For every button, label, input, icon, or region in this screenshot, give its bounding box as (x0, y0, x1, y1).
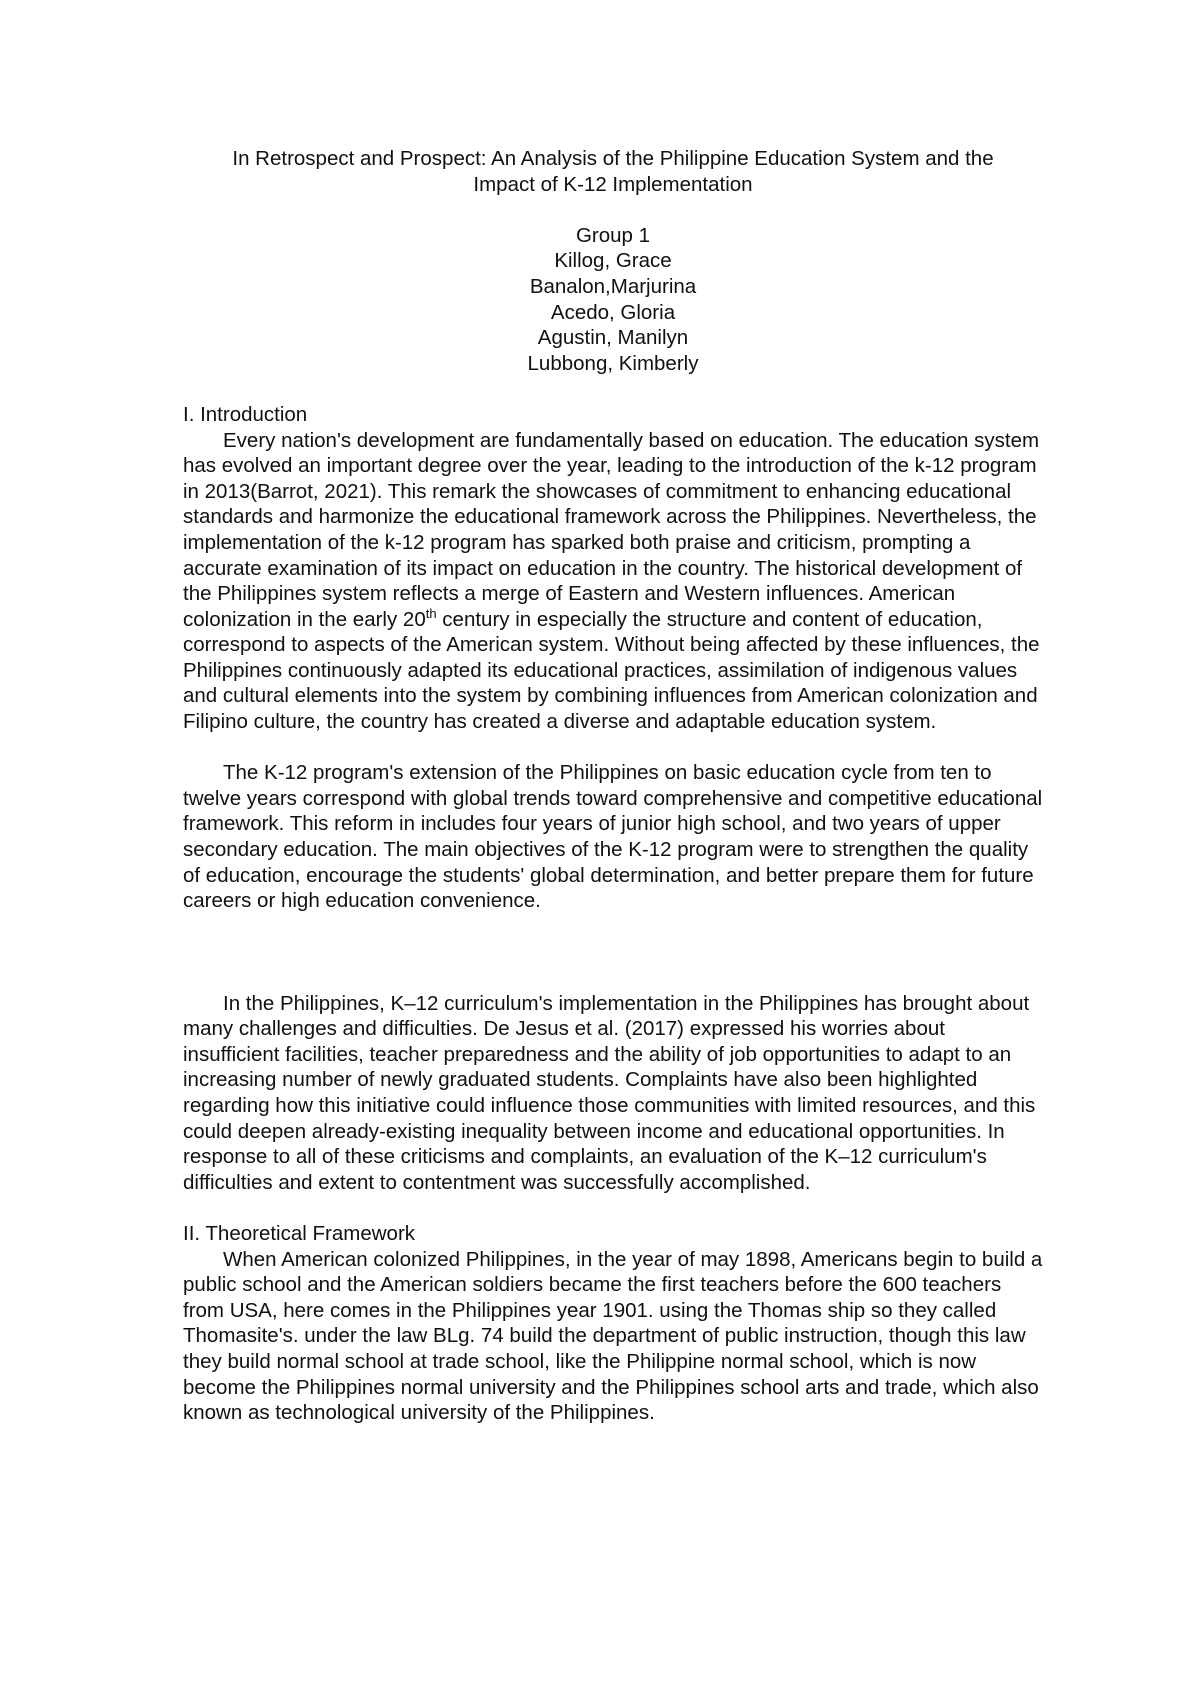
intro-paragraph-1-text-a: Every nation's development are fundamentally based on education. The education system has evolved an important degree over the year, leading to the introduction of the k-12 program in 2013(Barrot, 2021). This remark the showcases of commitment to enhancing educational standards and harmonize the educational framework across the Philippines. Nevertheless, the implementation of the k-12 program has sparked both praise and criticism, prompting a accurate examination of its impact on education in the country. The historical development of the Philippines system reflects a merge of Eastern and Western influences. American colonization in the early 20 (183, 428, 1040, 631)
author-name: Acedo, Gloria (550, 300, 676, 324)
author-block (183, 223, 1043, 377)
section-heading-theoretical-framework: II. Theoretical Framework (183, 1221, 416, 1245)
author-name: Lubbong, Kimberly (527, 351, 699, 375)
ordinal-superscript: th (425, 605, 437, 621)
document-content (183, 146, 1043, 1426)
author-name: Banalon,Marjurina (529, 274, 697, 298)
title-line-1: In Retrospect and Prospect: An Analysis of the Philippine Education System and the (232, 147, 994, 170)
author-name: Agustin, Manilyn (537, 326, 689, 350)
group-label: Group 1 (575, 223, 651, 247)
framework-paragraph-1: When American colonized Philippines, in the year of may 1898, Americans begin to build a public school and the American soldiers became the first teachers before the 600 teachers from USA, here comes in the Philippines year 1901. using the Thomas ship so they called Thomasite's. under the law BLg. 74 build the department of public instruction, though this law they build normal school at trade school, like the Philippine normal school, which is now become the Philippines normal university and the Philippines school arts and trade, which also known as technological university of the Philippines. (183, 1247, 1043, 1425)
title-line-2: Impact of K-12 Implementation (473, 172, 753, 196)
intro-paragraph-1 (183, 428, 1043, 735)
intro-paragraph-2: The K-12 program's extension of the Philippines on basic education cycle from ten to twelve years correspond with global trends toward comprehensive and competitive educational framework. This reform in includes four years of junior high school, and two years of upper secondary education. The main objectives of the K-12 program were to strengthen the quality of education, encourage the students' global determination, and better prepare them for future careers or high education convenience. (183, 761, 1043, 913)
intro-paragraph-1-text-b: century in especially the structure and content of education, correspond to aspects of the American system. Without being affected by these influences, the Philippines continuously adapted its educational practices, assimilation of indigenous values and cultural elements into the system by combining influences from American colonization and Filipino culture, the country has created a diverse and adaptable education system. (183, 607, 1040, 734)
document-title (183, 146, 1043, 197)
intro-paragraph-3: In the Philippines, K–12 curriculum's implementation in the Philippines has brought about many challenges and difficulties. De Jesus et al. (2017) expressed his worries about insufficient facilities, teacher preparedness and the ability of job opportunities to adapt to an increasing number of newly graduated students. Complaints have also been highlighted regarding how this initiative could influence those communities with limited resources, and this could deepen already-existing inequality between income and educational opportunities. In response to all of these criticisms and complaints, an evaluation of the K–12 curriculum's difficulties and extent to contentment was successfully accomplished. (183, 991, 1036, 1194)
section-heading-introduction: I. Introduction (183, 402, 308, 426)
author-name: Killog, Grace (554, 249, 672, 273)
